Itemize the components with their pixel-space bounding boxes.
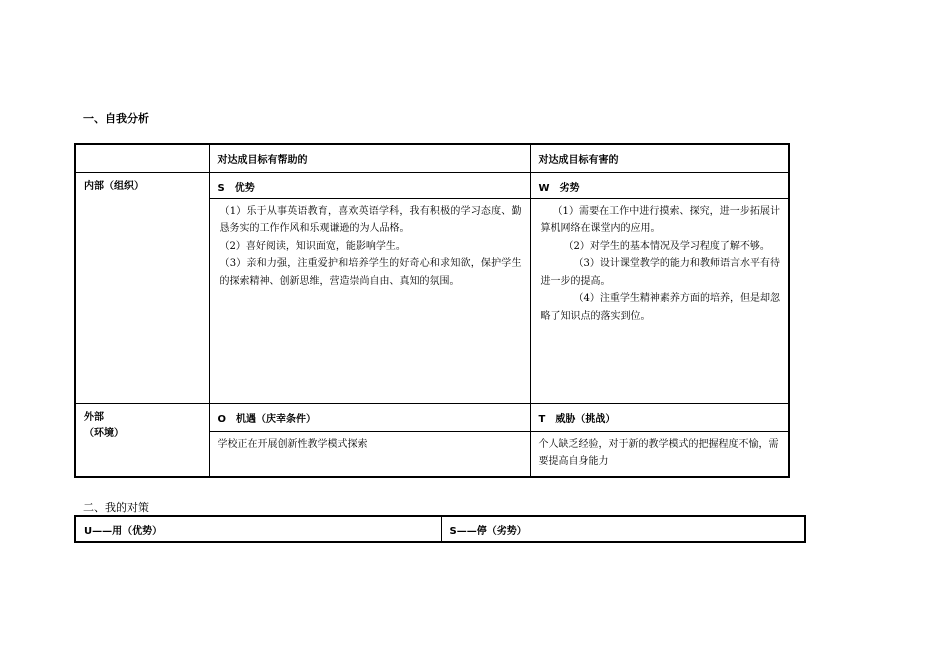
opportunities-content: 学校正在开展创新性教学模式探索 [209,432,530,477]
swot-corner-cell [75,144,209,172]
external-label [75,404,209,477]
stop-weaknesses-cell: S——停（劣势） [441,516,805,542]
strength-item: （1）乐于从事英语教育，喜欢英语学科，我有积极的学习态度、勤恳务实的工作作风和乐观谦逊的为人品格。 [219,205,522,235]
internal-label: 内部（组织） [75,172,209,403]
swot-table [74,143,790,478]
swot-header-row [75,144,789,172]
strength-item: （2）喜好阅读，知识面宽，能影响学生。 [219,240,406,252]
weakness-item: （3）设计课堂教学的能力和教师语言水平有待进一步的提高。 [540,258,780,287]
strategy-table [74,515,806,543]
weakness-item: （4）注重学生精神素养方面的培养，但是却忽略了知识点的落实到位。 [540,293,780,322]
header-helpful: 对达成目标有帮助的 [209,144,530,172]
section-1-title: 一、自我分析 [83,112,149,125]
external-label-line: 外部 [84,412,104,424]
weakness-item: （1）需要在工作中进行摸索、探究，进一步拓展计算机网络在课堂内的应用。 [540,205,780,235]
strength-item: （3）亲和力强，注重爱护和培养学生的好奇心和求知欲，保护学生的探索精神、创新思维，营造崇尚自由、真知的氛围。 [219,258,522,287]
internal-title-row [75,172,789,198]
header-harmful: 对达成目标有害的 [530,144,789,172]
weaknesses-title: W 劣势 [530,172,789,198]
strategy-row [75,516,805,542]
weakness-item: （2）对学生的基本情况及学习程度了解不够。 [563,240,770,252]
section-2-title: 二、我的对策 [83,501,149,514]
weaknesses-content [530,198,789,403]
strengths-content [209,198,530,403]
threats-title: T 威胁（挑战） [530,404,789,432]
strengths-title: S 优势 [209,172,530,198]
external-title-row [75,404,789,432]
opportunities-title: O 机遇（庆幸条件） [209,404,530,432]
external-label-line: （环境） [84,428,124,440]
use-strengths-cell: U——用（优势） [75,516,441,542]
threats-content: 个人缺乏经验，对于新的教学模式的把握程度不愉，需要提高自身能力 [530,432,789,477]
